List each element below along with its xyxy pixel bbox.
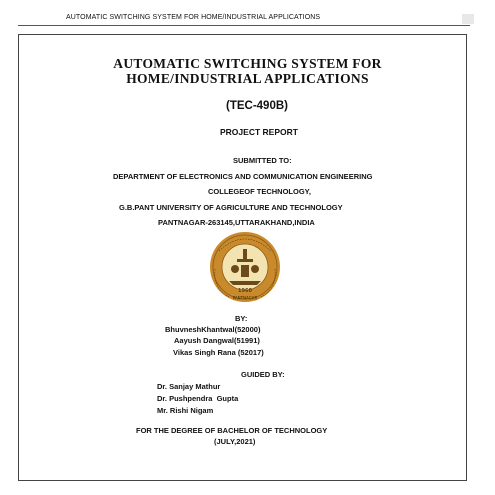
submission-date: (JULY,2021) [214,437,256,446]
department-name: DEPARTMENT OF ELECTRONICS AND COMMUNICATION ENGINEERING [113,172,373,181]
seal-banner-text: PANTNAGAR [232,295,258,301]
guide-name: Dr. Pushpendra Gupta [157,394,239,403]
running-header: AUTOMATIC SWITCHING SYSTEM FOR HOME/INDUSTRIAL APPLICATIONS [66,14,321,21]
report-type: PROJECT REPORT [220,127,298,137]
author-name: Vikas Singh Rana (52017) [173,348,264,357]
guide-name: Dr. Sanjay Mathur [157,382,221,391]
page-number-box [462,14,474,24]
degree-statement: FOR THE DEGREE OF BACHELOR OF TECHNOLOGY [136,426,328,435]
report-title-line-1: AUTOMATIC SWITCHING SYSTEM FOR [113,56,382,71]
seal-year: 1960 [238,288,252,294]
report-title-line-2: HOME/INDUSTRIAL APPLICATIONS [126,71,369,86]
university-name: G.B.PANT UNIVERSITY OF AGRICULTURE AND TECHNOLOGY [119,203,343,212]
authors-label: BY: [235,314,248,323]
university-seal-icon [199,229,291,306]
author-name: BhuvneshKhantwal(52000) [165,325,261,334]
college-name: COLLEGEOF TECHNOLOGY, [208,187,311,196]
course-code: (TEC-490B) [226,100,288,112]
submitted-to-label: SUBMITTED TO: [233,156,292,165]
header-divider [18,25,470,26]
guides-label: GUIDED BY: [241,370,285,379]
guide-name: Mr. Rishi Nigam [157,406,214,415]
university-address: PANTNAGAR-263145,UTTARAKHAND,INDIA [158,218,315,227]
author-name: Aayush Dangwal(51991) [174,336,260,345]
